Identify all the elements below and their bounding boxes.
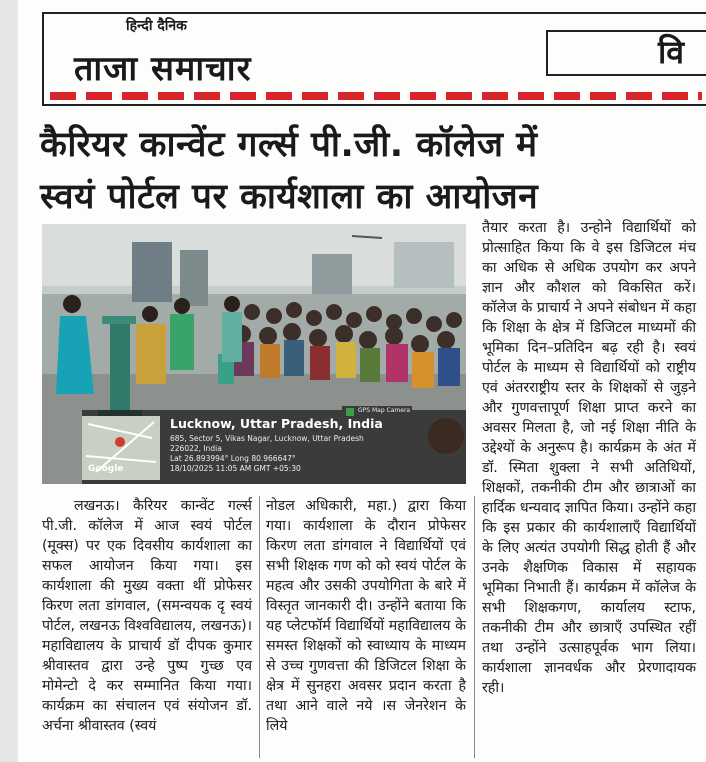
article-text-col1: लखनऊ। कैरियर कान्वेंट गर्ल्स पी.जी. कॉलेज में आज स्वयं पोर्टल (मूक्स) पर एक दिवसीय कार्यशाला का सफल आयोजन किया गया। इस कार्यशाला की मुख्य वक्ता थीं प्रोफेसर किरण लता डांगवाल, (समन्वयक दृ स्वयं पोर्टल, लखनऊ विश्वविद्यालय, लखनऊ)। महाविद्यालय के प्राचार्य डॉ दीपक कुमार श्रीवास्तव द्वारा उन्हे पुष्प गुच्छ एव मोमेन्टो दे कर सम्मानित किया गया। कार्यक्रम का संचालन एवं संयोजन डॉ. अर्चना श्रीवास्तव (स्वयं	[42, 498, 252, 734]
gps-location: Lucknow, Uttar Pradesh, India	[170, 416, 383, 431]
headline-line-2: स्वयं पोर्टल पर कार्यशाला का आयोजन	[40, 177, 539, 217]
masthead-title: ताजा समाचार	[74, 49, 252, 89]
article-column-3	[482, 218, 696, 698]
gps-address-line1: 685, Sector 5, Vikas Nagar, Lucknow, Uttar Pradesh	[170, 434, 364, 443]
gps-address-line2: 226022, India	[170, 444, 222, 453]
map-google-label: Google	[88, 464, 124, 474]
column-rule-2	[474, 496, 475, 758]
event-photo	[42, 224, 466, 484]
article-text-col3: तैयार करता है। उन्होने विद्यार्थियों को प्रोत्साहित किया कि वे इस डिजिटल मंच का अधिक से अधिक उपयोग कर अपने ज्ञान और कौशल को विकसित करें। कॉलेज के प्राचार्य ने अपने संबोधन में कहा कि शिक्षा के क्षेत्र में डिजिटल माध्यमों की भूमिका दिन–प्रतिदिन बढ़ रही है। स्वयं पोर्टल के माध्यम से विद्यार्थियों को राष्ट्रीय एवं अंतरराष्ट्रीय स्तर के शिक्षकों से जुड़ने और गुणवत्तापूर्ण शिक्षा प्राप्त करने का अवसर मिलता है, जो नई शिक्षा नीति के उद्देश्यों के अनुरूप है। कार्यक्रम के अंत में डॉ. स्मिता शुक्ला ने सभी अतिथियों, शिक्षकों, तकनीकी टीम और छात्राओं का हार्दिक धन्यवाद ज्ञापित किया। उन्होंने कहा कि इस प्रकार की कार्यशालाएँ विद्यार्थियों के लिए अत्यंत उपयोगी सिद्ध होती हैं और उनके शैक्षणिक विकास में सहायक भूमिका निभाती हैं। कार्यक्रम में कॉलेज के सभी शिक्षकगण, कार्यालय स्टाफ, तकनीकी टीम और छात्राएँ उपस्थित रहीं तथा उन्होंने उत्साहपूर्वक भाग लिया। कार्यशाला ज्ञानवर्धक और प्रेरणादायक रही।	[482, 220, 696, 696]
article-column-2	[266, 496, 466, 736]
column-rule-1	[259, 496, 260, 758]
article-column-1	[42, 496, 252, 736]
event-photo-illustration	[42, 224, 466, 484]
masthead	[42, 12, 706, 106]
headline-line-1: कैरियर कान्वेंट गर्ल्स पी.जी. कॉलेज में	[40, 125, 538, 165]
gps-camera-badge: GPS Map Camera	[358, 407, 411, 414]
masthead-kicker: हिन्दी दैनिक	[126, 18, 187, 34]
article-text-col2: नोडल अधिकारी, महा.) द्वारा किया गया। कार्यशाला के दौरान प्रोफेसर किरण लता डांगवाल ने विद्यार्थियों एवं सभी शिक्षक गण को को स्वयं पोर्टल के महत्व और उसकी उपयोगिता के बारे में विस्तृत जानकारी दी। उन्होंने बताया कि यह प्लेटफॉर्म विद्यार्थियों महाविद्यालय के समस्त शिक्षकों को स्वाध्याय के माध्यम से उच्च गुणवत्ता की डिजिटल शिक्षा के क्षेत्र में सुनहरा अवसर प्रदान करता है तथा आने वाले नये ।स जेनरेशन के लिये	[266, 498, 466, 734]
gps-coordinates: Lat 26.893994° Long 80.966647°	[170, 454, 296, 463]
red-dashed-divider	[50, 92, 702, 100]
masthead-right-fragment: वि	[658, 33, 685, 71]
gps-datetime: 18/10/2025 11:05 AM GMT +05:30	[170, 464, 301, 473]
masthead-right-box	[546, 30, 706, 76]
left-margin-strip	[0, 0, 18, 762]
